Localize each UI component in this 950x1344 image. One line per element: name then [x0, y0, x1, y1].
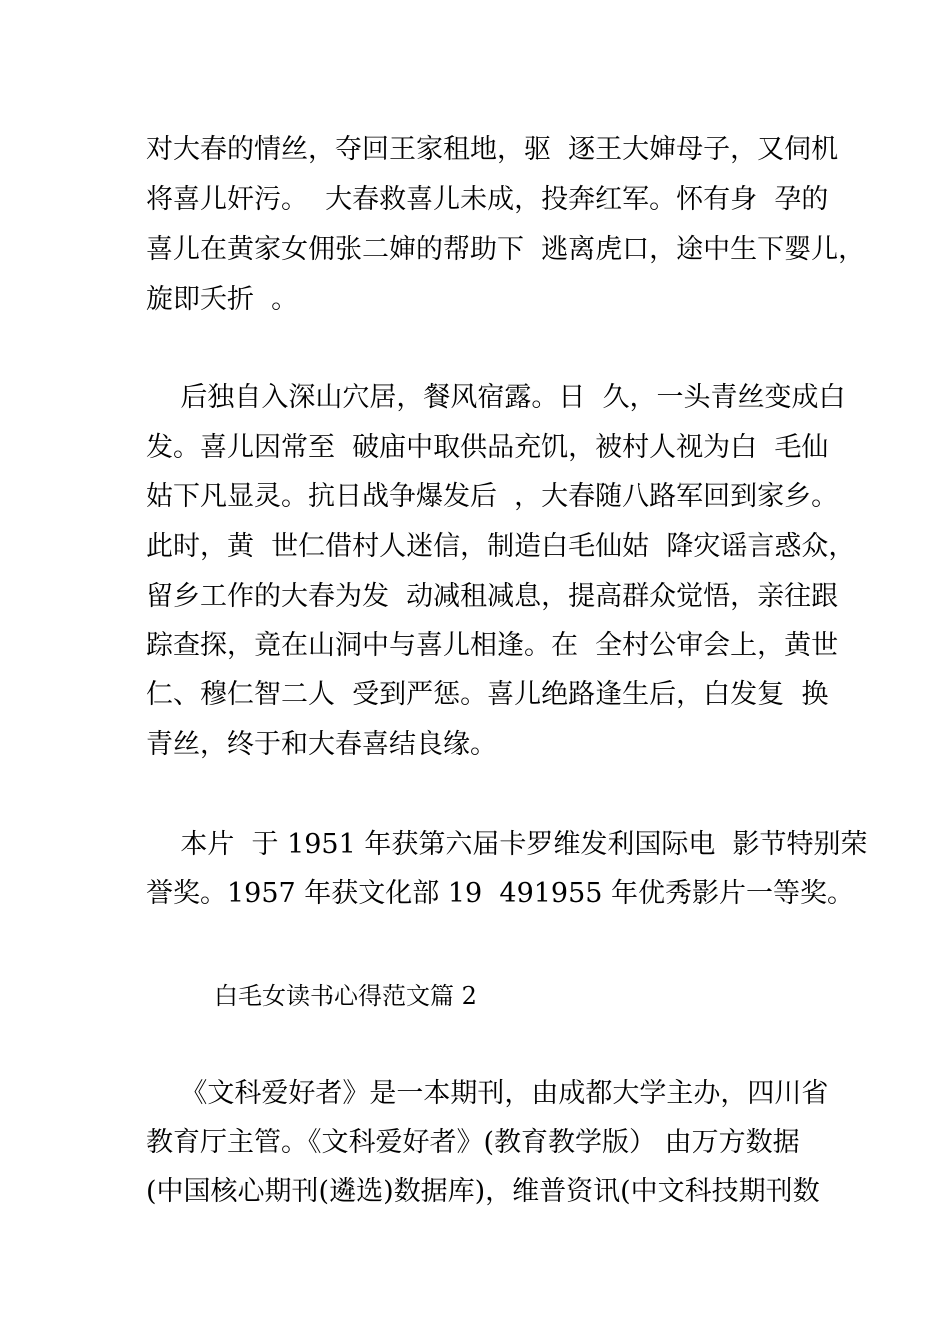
paragraph-2-line-7: 仁、穆仁智二人 受到严惩。喜儿绝路逢生后，白发复 换 — [146, 679, 829, 710]
paragraph-1-line-1: 对大春的情丝，夺回王家租地，驱 逐王大婶母子，又伺机 — [146, 134, 839, 165]
paragraph-4-line-1: 《文科爱好者》是一本期刊，由成都大学主办，四川省 — [146, 1078, 829, 1109]
paragraph-1-line-3: 喜儿在黄家女佣张二婶的帮助下 逃离虎口，途中生下婴儿， — [146, 234, 866, 265]
paragraph-2-line-8: 青丝，终于和大春喜结良缘。 — [146, 729, 497, 760]
paragraph-4-line-3: (中国核心期刊(遴选)数据库)，维普资讯(中文科技期刊数 — [146, 1176, 820, 1207]
paragraph-1-line-2: 将喜儿奸污。 大春救喜儿未成，投奔红军。怀有身 孕的 — [146, 184, 829, 215]
paragraph-2-line-6: 踪查探，竟在山洞中与喜儿相逢。在 全村公审会上，黄世 — [146, 630, 839, 661]
section-heading: 白毛女读书心得范文篇 2 — [214, 982, 477, 1010]
paragraph-3-line-1: 本片 于 1951 年获第六届卡罗维发利国际电 影节特别荣 — [146, 829, 868, 860]
paragraph-3-line-2: 誉奖。1957 年获文化部 19 491955 年优秀影片一等奖。 — [146, 878, 855, 909]
paragraph-1-line-4: 旋即夭折 。 — [146, 284, 299, 315]
paragraph-4-line-2: 教育厅主管。《文科爱好者》(教育教学版） 由万方数据 — [146, 1127, 800, 1158]
paragraph-2-line-3: 姑下凡显灵。抗日战争爆发后 ，大春随八路军回到家乡。 — [146, 481, 839, 512]
paragraph-2-line-4: 此时，黄 世仁借村人迷信，制造白毛仙姑 降灾谣言惑众， — [146, 531, 856, 562]
paragraph-2-line-1: 后独自入深山穴居，餐风宿露。日 久，一头青丝变成白 — [146, 382, 846, 413]
paragraph-2-line-5: 留乡工作的大春为发 动减租减息，提高群众觉悟，亲往跟 — [146, 581, 839, 612]
paragraph-2-line-2: 发。喜儿因常至 破庙中取供品充饥，被村人视为白 毛仙 — [146, 432, 829, 463]
